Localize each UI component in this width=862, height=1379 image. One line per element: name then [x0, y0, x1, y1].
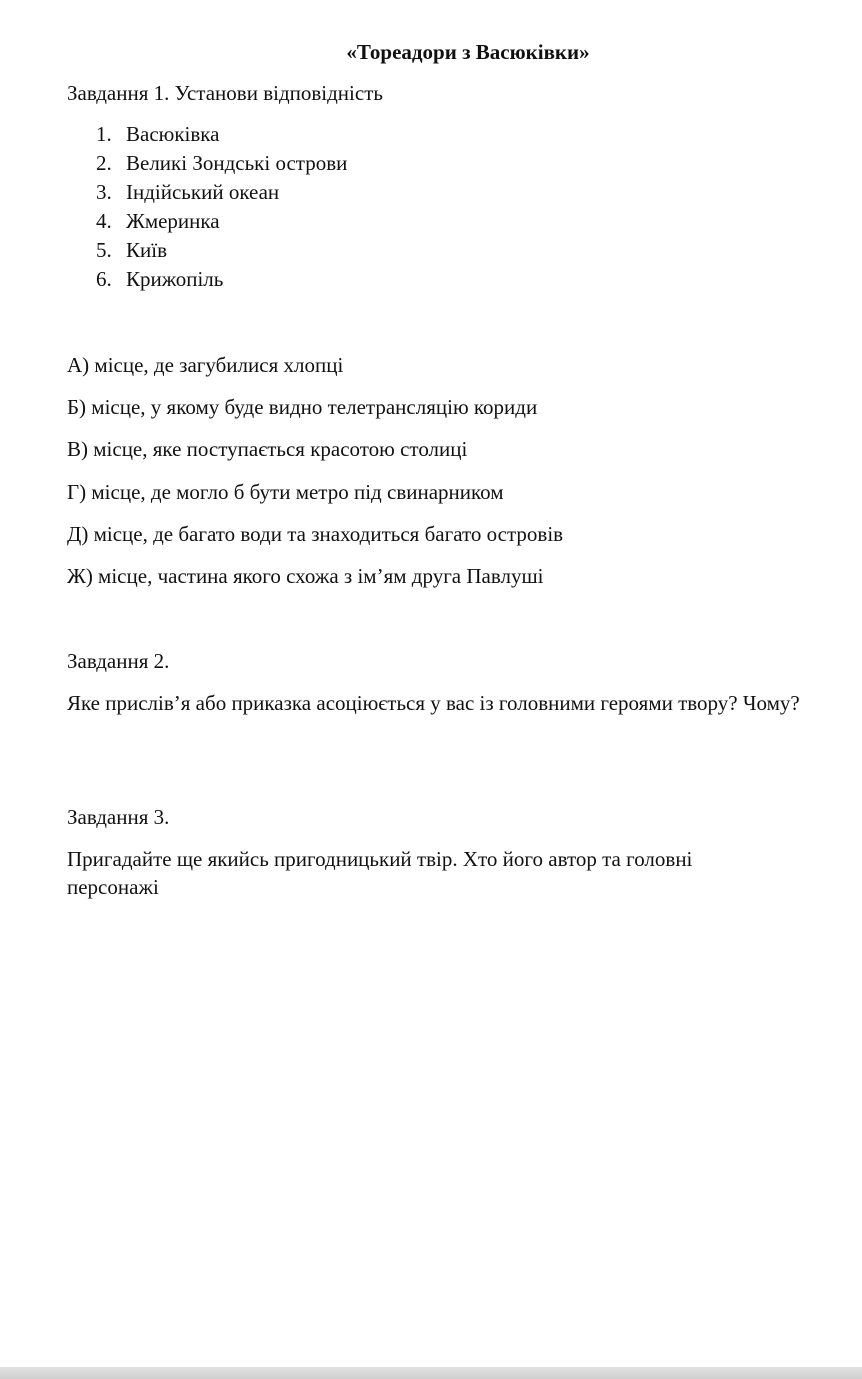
task1-option-d: Д) місце, де багато води та знаходиться багато островів	[67, 522, 564, 546]
list-item: 3. Індійський океан	[96, 180, 280, 204]
task3-heading: Завдання 3.	[67, 805, 170, 829]
task1-place-list	[96, 120, 347, 294]
task3-question: Пригадайте ще якийсь пригодницький твір. Хто його автор та головні персонажі	[67, 847, 693, 899]
document-title: «Тореадори з Васюківки»	[346, 40, 590, 64]
task1-heading: Завдання 1. Установи відповідність	[67, 81, 383, 105]
page-bottom-edge	[0, 1367, 862, 1379]
task2-question: Яке прислів’я або приказка асоціюється у вас із головними героями твору? Чому?	[67, 691, 800, 715]
list-item: 5. Київ	[96, 238, 167, 262]
task1-option-b: Б) місце, у якому буде видно телетрансляцію кориди	[67, 395, 538, 419]
task1-option-v: В) місце, яке поступається красотою столиці	[67, 437, 468, 461]
list-item: 4. Жмеринка	[96, 209, 220, 233]
list-item: 6. Крижопіль	[96, 267, 224, 291]
task2-heading: Завдання 2.	[67, 649, 170, 673]
list-item: 2. Великі Зондські острови	[96, 151, 348, 175]
task1-option-zh: Ж) місце, частина якого схожа з ім’ям друга Павлуші	[67, 564, 544, 588]
task1-option-a: А) місце, де загубилися хлопці	[67, 353, 344, 377]
list-item: 1. Васюківка	[96, 122, 220, 146]
task1-option-h: Г) місце, де могло б бути метро під свинарником	[67, 480, 504, 504]
